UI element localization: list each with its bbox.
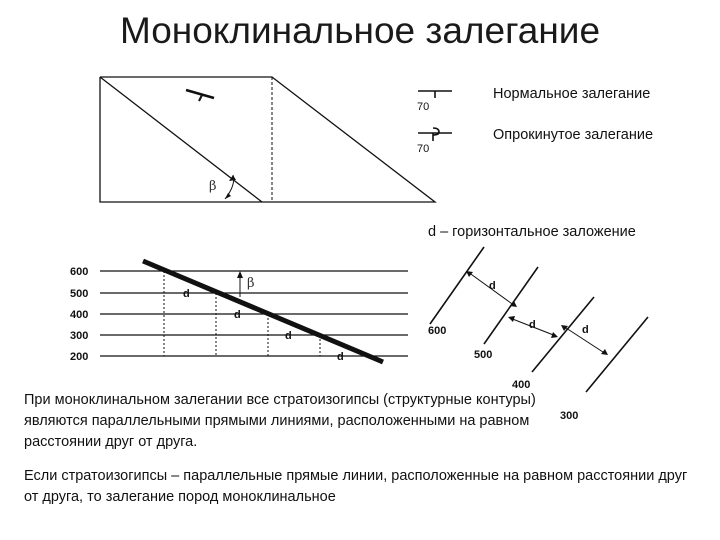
legend-overturned-dip-value: 70 (417, 143, 430, 155)
beta-arrowhead-icon (237, 271, 243, 278)
legend-normal-symbol-icon (418, 91, 452, 98)
contour-label-500: 500 (474, 349, 493, 361)
block-outline (100, 77, 435, 202)
contour-label-600: 600 (428, 325, 447, 337)
map-d-label: d (489, 280, 496, 292)
contour-label-400: 400 (512, 379, 531, 391)
block-diagram (100, 77, 435, 202)
level-label-200: 200 (70, 351, 89, 363)
paragraph-monocline-conclusion: Если стратоизогипсы – параллельные прямые линии, расположенные на равном расстоянии друг от друга, то залегание пород моноклинальное (24, 468, 688, 505)
contour-line-300 (586, 317, 648, 392)
legend-normal-dip-value: 70 (417, 101, 430, 113)
section-d-label: d (234, 309, 241, 321)
section-d-label: d (285, 330, 292, 342)
paragraph-contours-parallel: При моноклинальном залегании все стратоизогипсы (структурные контуры) являются параллельными прямыми линиями, расположенными на равном расстоянии друг от друга. (24, 392, 536, 450)
map-d-arrowhead-icon (466, 271, 473, 277)
map-d-arrowhead-icon (551, 332, 558, 338)
contour-label-300: 300 (560, 410, 579, 422)
d-definition-label: d – горизонтальное заложение (428, 224, 636, 240)
section-angle-label: β (247, 276, 255, 291)
level-label-600: 600 (70, 266, 89, 278)
level-label-400: 400 (70, 309, 89, 321)
section-d-label: d (183, 288, 190, 300)
layer-line (143, 261, 383, 362)
strike-dip-symbol-icon (186, 90, 214, 101)
level-label-500: 500 (70, 288, 89, 300)
legend-overturned-symbol-icon (418, 128, 452, 141)
block-angle-arrowhead-icon (225, 193, 231, 199)
section-diagram (70, 261, 408, 363)
section-d-label: d (337, 351, 344, 363)
map-d-label: d (582, 324, 589, 336)
slide-title: Моноклинальное залегание (119, 10, 601, 51)
legend-overturned-label: Опрокинутое залегание (493, 127, 654, 143)
legend-normal-label: Нормальное залегание (493, 86, 651, 102)
map-d-arrowhead-icon (508, 316, 515, 322)
block-angle-label: β (209, 179, 217, 194)
map-d-label: d (529, 319, 536, 331)
map-d-arrowhead-icon (510, 301, 517, 307)
contour-line-600 (430, 247, 484, 324)
level-label-300: 300 (70, 330, 89, 342)
block-dip-line (100, 77, 262, 202)
